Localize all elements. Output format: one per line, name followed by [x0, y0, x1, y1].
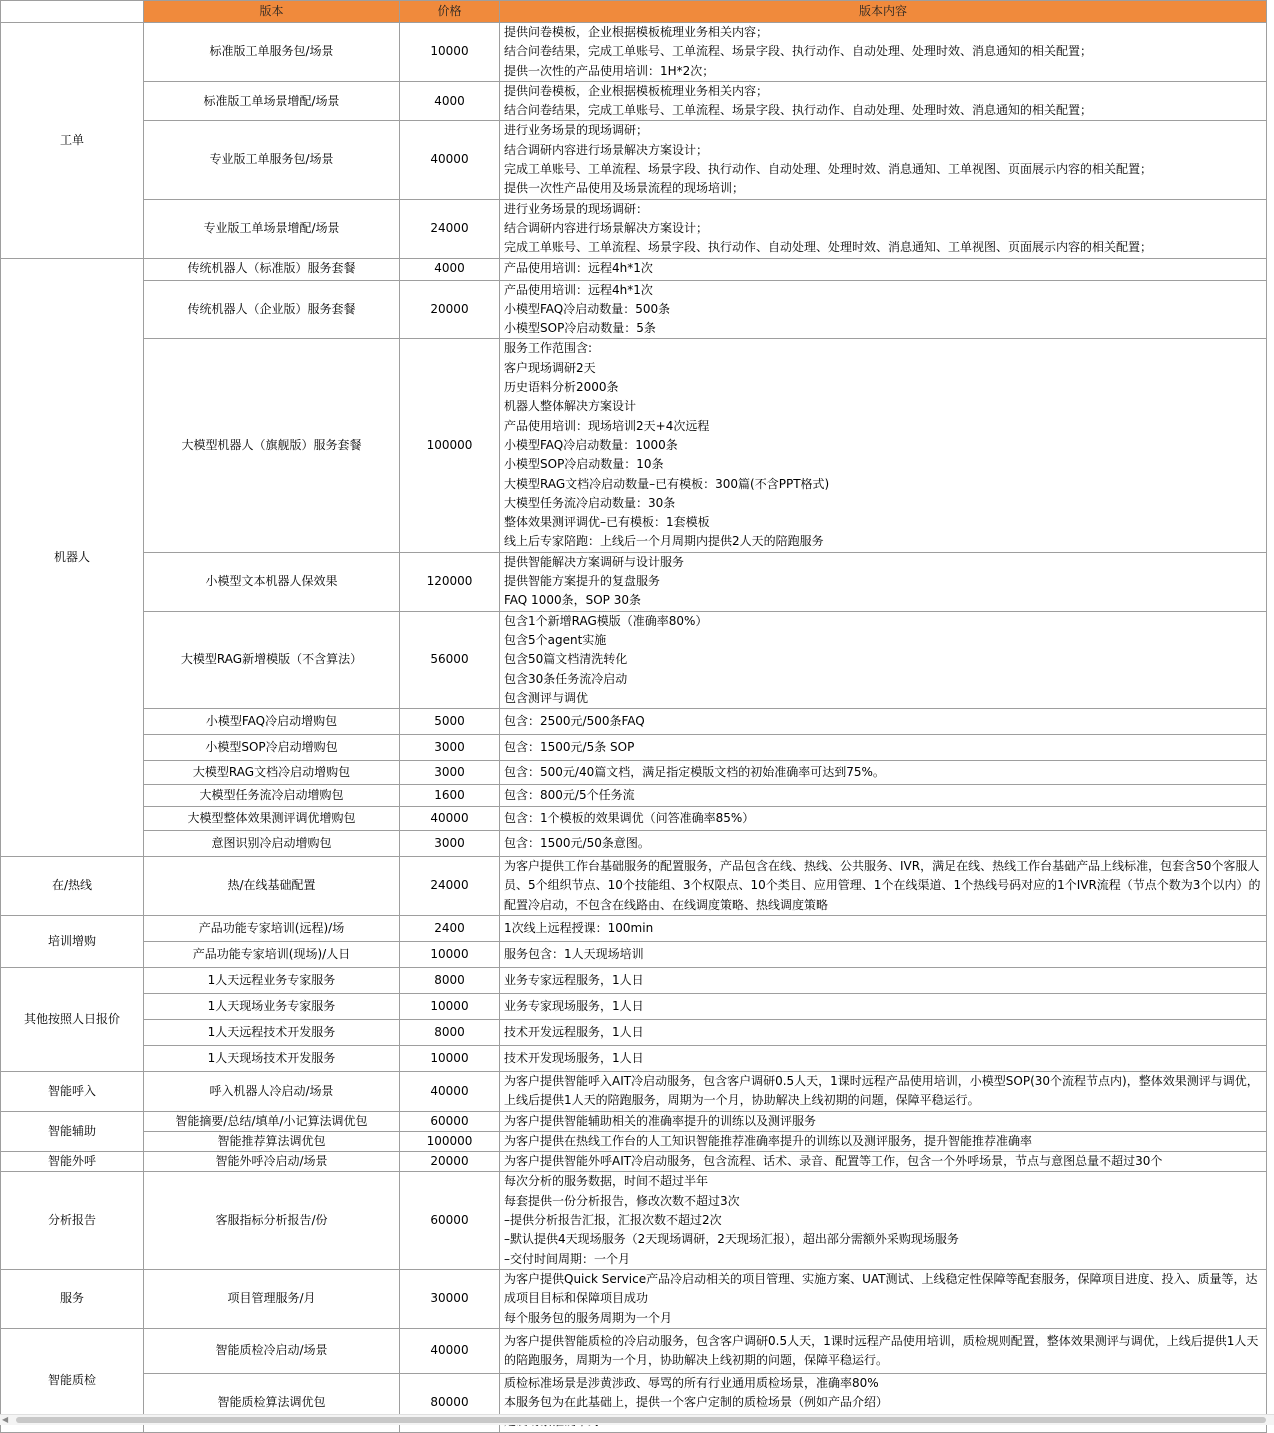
table-row — [1, 280, 1267, 339]
table-row — [1, 121, 1267, 199]
category-cell[interactable]: 智能质检 — [1, 1328, 144, 1432]
content-cell[interactable]: 进行业务场景的现场调研： 结合调研内容进行场景解决方案设计； 完成工单账号、工单流程、场景字段、执行动作、自动处理、处理时效、消息通知、工单视图、页面展示内容的相关配置； — [500, 199, 1267, 258]
category-cell[interactable]: 在/热线 — [1, 857, 144, 916]
content-cell[interactable]: 提供问卷模板，企业根据模板梳理业务相关内容； 结合问卷结果，完成工单账号、工单流程、场景字段、执行动作、自动处理、处理时效、消息通知的相关配置； 提供一次性的产品使用培训：1H*2次； — [500, 23, 1267, 82]
version-cell[interactable]: 1人天现场技术开发服务 — [144, 1045, 400, 1071]
table-row — [1, 1111, 1267, 1131]
price-cell[interactable]: 3000 — [400, 735, 500, 761]
content-cell[interactable]: 业务专家远程服务，1人日 — [500, 967, 1267, 993]
price-cell[interactable]: 10000 — [400, 23, 500, 82]
header-content: 版本内容 — [500, 1, 1267, 23]
version-cell[interactable]: 热/在线基础配置 — [144, 857, 400, 916]
price-cell[interactable]: 4000 — [400, 81, 500, 121]
content-cell[interactable]: 包含：1个模板的效果调优（问答准确率85%） — [500, 807, 1267, 831]
price-cell[interactable]: 100000 — [400, 339, 500, 552]
table-row — [1, 1269, 1267, 1328]
content-cell[interactable]: 1次线上远程授课：100min — [500, 915, 1267, 941]
content-cell[interactable]: 为客户提供智能外呼AIT冷启动服务，包含流程、话术、录音、配置等工作，包含一个外呼场景，节点与意图总量不超过30个 — [500, 1152, 1267, 1172]
version-cell[interactable]: 大模型机器人（旗舰版）服务套餐 — [144, 339, 400, 552]
price-cell[interactable]: 3000 — [400, 831, 500, 857]
table-row — [1, 1328, 1267, 1373]
table-row — [1, 993, 1267, 1019]
horizontal-scrollbar[interactable] — [0, 1414, 1274, 1425]
price-cell[interactable]: 40000 — [400, 121, 500, 199]
version-cell[interactable]: 产品功能专家培训(现场)/人日 — [144, 941, 400, 967]
price-cell[interactable]: 2400 — [400, 915, 500, 941]
price-cell[interactable]: 8000 — [400, 967, 500, 993]
table-row — [1, 81, 1267, 121]
price-cell[interactable]: 1600 — [400, 785, 500, 807]
price-cell[interactable]: 60000 — [400, 1111, 500, 1131]
price-cell[interactable]: 24000 — [400, 199, 500, 258]
price-cell[interactable]: 40000 — [400, 1071, 500, 1111]
version-cell[interactable]: 大模型RAG文档冷启动增购包 — [144, 761, 400, 785]
header-version: 版本 — [144, 1, 400, 23]
version-cell[interactable]: 智能外呼冷启动/场景 — [144, 1152, 400, 1172]
content-cell[interactable]: 为客户提供智能呼入AIT冷启动服务，包含客户调研0.5人天，1课时远程产品使用培训，小模型SOP(30个流程节点内)，整体效果测评与调优，上线后提供1人天的陪跑服务，周期为一个月，协助解决上线初期的问题，保障平稳运行。 — [500, 1071, 1267, 1111]
content-cell[interactable]: 产品使用培训：远程4h*1次 — [500, 258, 1267, 280]
price-cell[interactable]: 24000 — [400, 857, 500, 916]
content-cell[interactable]: 提供智能解决方案调研与设计服务 提供智能方案提升的复盘服务 FAQ 1000条，SOP 30条 — [500, 552, 1267, 611]
content-cell[interactable]: 为客户提供智能辅助相关的准确率提升的训练以及测评服务 — [500, 1111, 1267, 1131]
content-cell[interactable]: 服务包含：1人天现场培训 — [500, 941, 1267, 967]
category-cell[interactable]: 机器人 — [1, 258, 144, 857]
content-cell[interactable]: 包含：2500元/500条FAQ — [500, 709, 1267, 735]
table-body — [1, 23, 1267, 1433]
version-cell[interactable]: 智能质检算法调优包 — [144, 1373, 400, 1432]
version-cell[interactable]: 1人天远程业务专家服务 — [144, 967, 400, 993]
version-cell[interactable]: 大模型任务流冷启动增购包 — [144, 785, 400, 807]
category-cell[interactable]: 智能外呼 — [1, 1152, 144, 1172]
table-row — [1, 709, 1267, 735]
version-cell[interactable]: 传统机器人（标准版）服务套餐 — [144, 258, 400, 280]
content-cell[interactable]: 包含：1500元/50条意图。 — [500, 831, 1267, 857]
version-cell[interactable]: 呼入机器人冷启动/场景 — [144, 1071, 400, 1111]
version-cell[interactable]: 智能摘要/总结/填单/小记算法调优包 — [144, 1111, 400, 1131]
price-cell[interactable]: 10000 — [400, 1045, 500, 1071]
price-cell[interactable]: 8000 — [400, 1019, 500, 1045]
category-cell[interactable]: 分析报告 — [1, 1172, 144, 1269]
table-row — [1, 258, 1267, 280]
version-cell[interactable]: 小模型SOP冷启动增购包 — [144, 735, 400, 761]
price-cell[interactable]: 40000 — [400, 807, 500, 831]
version-cell[interactable]: 专业版工单服务包/场景 — [144, 121, 400, 199]
category-cell[interactable]: 工单 — [1, 23, 144, 259]
table-row — [1, 1045, 1267, 1071]
price-cell[interactable]: 3000 — [400, 761, 500, 785]
version-cell[interactable]: 产品功能专家培训(远程)/场 — [144, 915, 400, 941]
content-cell[interactable]: 为客户提供在热线工作台的人工知识智能推荐准确率提升的训练以及测评服务，提升智能推荐准确率 — [500, 1131, 1267, 1151]
category-cell[interactable]: 智能呼入 — [1, 1071, 144, 1111]
table-row — [1, 967, 1267, 993]
price-cell[interactable]: 120000 — [400, 552, 500, 611]
table-row — [1, 23, 1267, 82]
content-cell[interactable]: 包含：500元/40篇文档，满足指定模版文档的初始准确率可达到75%。 — [500, 761, 1267, 785]
price-cell[interactable]: 20000 — [400, 280, 500, 339]
version-cell[interactable]: 大模型整体效果测评调优增购包 — [144, 807, 400, 831]
content-cell[interactable]: 产品使用培训：远程4h*1次 小模型FAQ冷启动数量：500条 小模型SOP冷启动数量：5条 — [500, 280, 1267, 339]
version-cell[interactable]: 客服指标分析报告/份 — [144, 1172, 400, 1269]
price-cell[interactable]: 10000 — [400, 941, 500, 967]
content-cell[interactable]: 包含：1500元/5条 SOP — [500, 735, 1267, 761]
content-cell[interactable]: 质检标准场景是涉黄涉政、辱骂的所有行业通用质检场景，准确率80% 本服务包为在此基础上，提供一个客户定制的质检场景（例如产品介绍） — [500, 1373, 1267, 1432]
table-row — [1, 1019, 1267, 1045]
version-cell[interactable]: 标准版工单场景增配/场景 — [144, 81, 400, 121]
price-cell[interactable]: 60000 — [400, 1172, 500, 1269]
price-cell[interactable]: 10000 — [400, 993, 500, 1019]
table-row — [1, 785, 1267, 807]
version-cell[interactable]: 1人天远程技术开发服务 — [144, 1019, 400, 1045]
table-row — [1, 941, 1267, 967]
version-cell[interactable]: 1人天现场业务专家服务 — [144, 993, 400, 1019]
price-cell[interactable]: 5000 — [400, 709, 500, 735]
table-row — [1, 339, 1267, 552]
price-cell[interactable]: 56000 — [400, 611, 500, 708]
category-cell[interactable]: 智能辅助 — [1, 1111, 144, 1152]
version-cell[interactable]: 传统机器人（企业版）服务套餐 — [144, 280, 400, 339]
version-cell[interactable]: 大模型RAG新增模版（不含算法） — [144, 611, 400, 708]
content-cell[interactable]: 技术开发现场服务，1人日 — [500, 1045, 1267, 1071]
category-cell[interactable]: 服务 — [1, 1269, 144, 1328]
content-cell[interactable]: 服务工作范围含: 客户现场调研2天 历史语料分析2000条 机器人整体解决方案设计 产品使用培训：现场培训2天+4次远程 小模型FAQ冷启动数量：1000条 小模型SOP冷启动数量：10条 大模型RAG文档冷启动数量–已有模板：300篇(不含PPT格式) 大模型任务流冷启动数量：30条 整体效果测评调优–已有模板：1套模板 线上后专家陪跑：上线后一个月周期内提供2人天的陪跑服务 — [500, 339, 1267, 552]
version-cell[interactable]: 智能推荐算法调优包 — [144, 1131, 400, 1151]
version-cell[interactable]: 小模型FAQ冷启动增购包 — [144, 709, 400, 735]
content-cell[interactable]: 每次分析的服务数据，时间不超过半年 每套提供一份分析报告，修改次数不超过3次 –提供分析报告汇报，汇报次数不超过2次 –默认提供4天现场服务（2天现场调研，2天现场汇报），超出部分需额外采购现场服务 –交付时间周期：一个月 — [500, 1172, 1267, 1269]
price-cell[interactable]: 4000 — [400, 258, 500, 280]
version-cell[interactable]: 专业版工单场景增配/场景 — [144, 199, 400, 258]
table-row — [1, 1131, 1267, 1151]
table-row — [1, 1071, 1267, 1111]
table-row — [1, 1172, 1267, 1269]
scrollbar-thumb[interactable] — [16, 1417, 1266, 1423]
version-cell[interactable]: 小模型文本机器人保效果 — [144, 552, 400, 611]
table-row — [1, 552, 1267, 611]
content-cell[interactable]: 为客户提供智能质检的冷启动服务，包含客户调研0.5人天，1课时远程产品使用培训，质检规则配置，整体效果测评与调优，上线后提供1人天的陪跑服务，周期为一个月，协助解决上线初期的问题，保障平稳运行。 — [500, 1328, 1267, 1373]
content-cell[interactable]: 技术开发远程服务，1人日 — [500, 1019, 1267, 1045]
content-cell[interactable]: 提供问卷模板，企业根据模板梳理业务相关内容； 结合问卷结果，完成工单账号、工单流程、场景字段、执行动作、自动处理、处理时效、消息通知的相关配置； — [500, 81, 1267, 121]
price-cell[interactable]: 80000 — [400, 1373, 500, 1432]
content-cell[interactable]: 进行业务场景的现场调研； 结合调研内容进行场景解决方案设计； 完成工单账号、工单流程、场景字段、执行动作、自动处理、处理时效、消息通知、工单视图、页面展示内容的相关配置； 提供一次性产品使用及场景流程的现场培训； — [500, 121, 1267, 199]
table-row — [1, 915, 1267, 941]
header-price: 价格 — [400, 1, 500, 23]
scroll-left-icon[interactable]: ◀ — [2, 1415, 9, 1424]
content-cell[interactable]: 为客户提供工作台基础服务的配置服务，产品包含在线、热线、公共服务、IVR，满足在线、热线工作台基础产品上线标准，包套含50个客服人员、5个组织节点、10个技能组、3个权限点、10个类目、应用管理、1个在线渠道、1个热线号码对应的1个IVR流程（节点个数为3个以内）的配置冷启动，不包含在线路由、在线调度策略、热线调度策略 — [500, 857, 1267, 916]
version-cell[interactable]: 标准版工单服务包/场景 — [144, 23, 400, 82]
price-cell[interactable]: 40000 — [400, 1328, 500, 1373]
price-cell[interactable]: 100000 — [400, 1131, 500, 1151]
content-cell[interactable]: 包含：800元/5个任务流 — [500, 785, 1267, 807]
table-row — [1, 857, 1267, 916]
table-row — [1, 761, 1267, 785]
version-cell[interactable]: 项目管理服务/月 — [144, 1269, 400, 1328]
header-row — [1, 1, 1267, 23]
version-cell[interactable]: 智能质检冷启动/场景 — [144, 1328, 400, 1373]
table-row — [1, 611, 1267, 708]
price-cell[interactable]: 30000 — [400, 1269, 500, 1328]
table-row — [1, 735, 1267, 761]
content-cell[interactable]: 业务专家现场服务，1人日 — [500, 993, 1267, 1019]
table-row — [1, 831, 1267, 857]
price-cell[interactable]: 20000 — [400, 1152, 500, 1172]
header-category — [1, 1, 144, 23]
version-cell[interactable]: 意图识别冷启动增购包 — [144, 831, 400, 857]
content-cell[interactable]: 为客户提供Quick Service产品冷启动相关的项目管理、实施方案、UAT测试、上线稳定性保障等配套服务，保障项目进度、投入、质量等，达成项目目标和保障项目成功 每个服务包的服务周期为一个月 — [500, 1269, 1267, 1328]
category-cell[interactable]: 培训增购 — [1, 915, 144, 967]
table-row — [1, 199, 1267, 258]
content-cell[interactable]: 包含1个新增RAG模版（准确率80%） 包含5个agent实施 包含50篇文档清洗转化 包含30条任务流冷启动 包含测评与调优 — [500, 611, 1267, 708]
table-row — [1, 1152, 1267, 1172]
category-cell[interactable]: 其他按照人日报价 — [1, 967, 144, 1071]
table-row — [1, 807, 1267, 831]
